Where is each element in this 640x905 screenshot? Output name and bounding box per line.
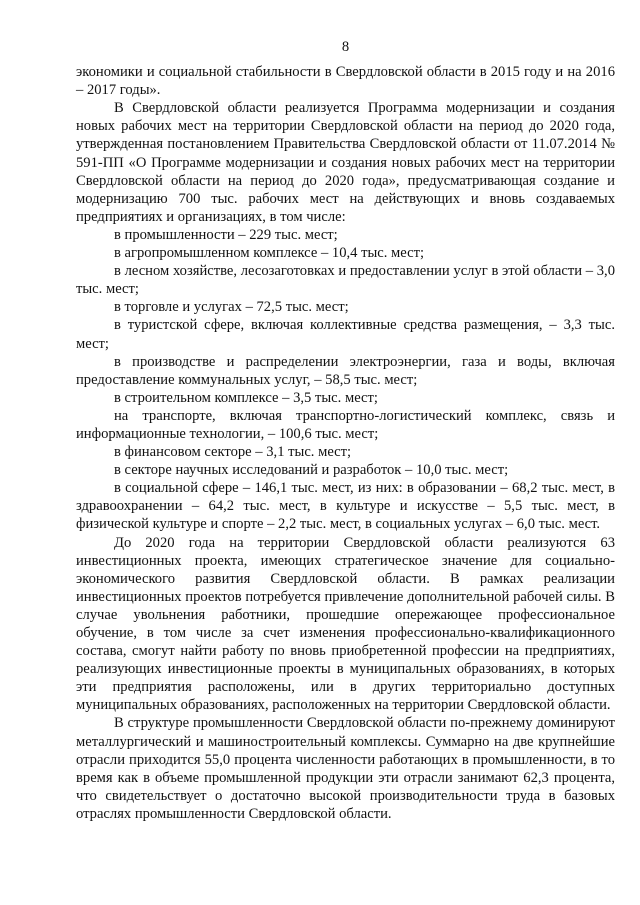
sector-item-industry: в промышленности – 229 тыс. мест;: [114, 226, 338, 243]
sector-item-social: в социальной сфере – 146,1 тыс. мест, из них: в образовании – 68,2 тыс. мест, в здравоохранении – 64,2 тыс. мест, в культуре и искусстве – 5,5 тыс. мест, в физической культуре и спорте – 2,2 тыс. мест, в социальных услугах – 6,0 тыс. мест.: [76, 480, 615, 533]
sector-item-transport: на транспорте, включая транспортно-логистический комплекс, связь и информационные технологии, – 100,6 тыс. мест;: [76, 407, 615, 442]
page-number: 8: [341, 39, 350, 55]
industry-structure-paragraph: В структуре промышленности Свердловской области по-прежнему доминируют металлургический и машиностроительный комплексы. Суммарно на две крупнейшие отрасли приходится 55,0 процента численности работающих в промышленности, в то время как в объеме промышленной продукции эти отрасли занимают 62,3 процента, что свидетельствует о достаточно высокой производительности труда в базовых отраслях промышленности Свердловской области.: [76, 715, 615, 822]
sector-item-energy: в производстве и распределении электроэнергии, газа и воды, включая предоставление коммунальных услуг, – 58,5 тыс. мест;: [76, 353, 615, 388]
sector-item-trade: в торговле и услугах – 72,5 тыс. мест;: [114, 299, 349, 316]
sector-item-forestry: в лесном хозяйстве, лесозаготовках и предоставлении услуг в этой области – 3,0 тыс. мест;: [76, 263, 615, 298]
sector-item-agro: в агропромышленном комплексе – 10,4 тыс. мест;: [114, 245, 425, 262]
program-paragraph: В Свердловской области реализуется Программа модернизации и создания новых рабочих мест на территории Свердловской области на период до 2020 года, утвержденная постановлением Правительства Свердловской области от 11.07.2014 № 591-ПП «О Программе модернизации и создания новых рабочих мест на территории Свердловской области на период до 2020 года», предусматривающая создание и модернизацию 700 тыс. рабочих мест на действующих и вновь создаваемых предприятиях и организациях, в том числе:: [76, 100, 615, 225]
intro-continuation-paragraph: экономики и социальной стабильности в Свердловской области в 2015 году и на 2016 – 2017 годы».: [76, 64, 615, 99]
sector-item-finance: в финансовом секторе – 3,1 тыс. мест;: [114, 444, 352, 461]
document-page: [76, 38, 615, 823]
sector-item-tourism: в туристской сфере, включая коллективные средства размещения, – 3,3 тыс. мест;: [76, 317, 615, 352]
investment-paragraph: До 2020 года на территории Свердловской области реализуются 63 инвестиционных проекта, имеющих стратегическое значение для социально-экономического развития Свердловской области. В рамках реализации инвестиционных проектов потребуется привлечение дополнительной рабочей силы. В случае увольнения работники, прошедшие опережающее профессиональное обучение, в том числе за счет изменения профессионально-квалификационного состава, смогут найти работу по вновь приобретенной профессии на предприятиях, реализующих инвестиционные проекты в муниципальных образованиях, в которых эти предприятия расположены, или в других территориально доступных муниципальных образованиях, расположенных на территории Свердловской области.: [76, 534, 615, 714]
sector-item-research: в секторе научных исследований и разработок – 10,0 тыс. мест;: [114, 462, 509, 479]
sector-item-construction: в строительном комплексе – 3,5 тыс. мест;: [114, 389, 378, 406]
